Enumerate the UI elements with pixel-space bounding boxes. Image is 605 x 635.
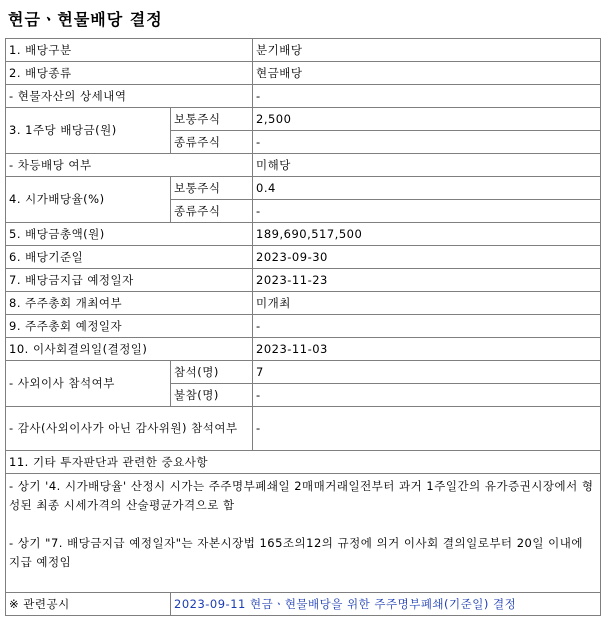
sub-label: 종류주식 [171, 131, 253, 154]
row-value: - [253, 131, 601, 154]
related-label: ※ 관련공시 [6, 593, 171, 616]
row-value: 2,500 [253, 108, 601, 131]
table-row [6, 154, 601, 177]
disclosure-table [5, 38, 601, 616]
row-value: 2023-11-03 [253, 338, 601, 361]
note-text: - 상기 "7. 배당금지급 예정일자"는 자본시장법 165조의12의 규정에 의거 이사회 결의일로부터 20일 이내에 지급 예정임 [9, 536, 583, 569]
note-spacer [9, 515, 597, 534]
row-label: 4. 시가배당율(%) [6, 177, 171, 223]
table-row [6, 474, 601, 593]
table-row [6, 451, 601, 474]
sub-label: 보통주식 [171, 177, 253, 200]
row-value: - [253, 384, 601, 407]
table-row [6, 269, 601, 292]
table-row [6, 108, 601, 131]
row-label: 7. 배당금지급 예정일자 [6, 269, 253, 292]
section-heading: 11. 기타 투자판단과 관련한 중요사항 [6, 451, 601, 474]
table-row [6, 246, 601, 269]
row-label: - 감사(사외이사가 아닌 감사위원) 참석여부 [6, 407, 253, 451]
table-row [6, 315, 601, 338]
row-value: - [253, 200, 601, 223]
row-label: 2. 배당종류 [6, 62, 253, 85]
table-row [6, 39, 601, 62]
table-row [6, 593, 601, 616]
sub-label: 불참(명) [171, 384, 253, 407]
row-value: 현금배당 [253, 62, 601, 85]
row-value: 7 [253, 361, 601, 384]
table-row [6, 338, 601, 361]
row-value: - [253, 407, 601, 451]
table-row [6, 85, 601, 108]
page-title: 현금ㆍ현물배당 결정 [8, 10, 163, 29]
row-value: 미해당 [253, 154, 601, 177]
table-row [6, 223, 601, 246]
notes-cell [6, 474, 601, 593]
row-value: - [253, 85, 601, 108]
row-label: - 차등배당 여부 [6, 154, 253, 177]
table-row [6, 62, 601, 85]
row-value: 미개최 [253, 292, 601, 315]
row-label: 1. 배당구분 [6, 39, 253, 62]
table-row [6, 407, 601, 451]
row-label: - 현물자산의 상세내역 [6, 85, 253, 108]
row-label: 8. 주주총회 개최여부 [6, 292, 253, 315]
row-value: 0.4 [253, 177, 601, 200]
table-row [6, 177, 601, 200]
row-value: 2023-09-30 [253, 246, 601, 269]
sub-label: 보통주식 [171, 108, 253, 131]
related-disclosure-link[interactable]: 2023-09-11 현금ㆍ현물배당을 위한 주주명부폐쇄(기준일) 결정 [171, 593, 601, 616]
row-label: 3. 1주당 배당금(원) [6, 108, 171, 154]
row-value: 분기배당 [253, 39, 601, 62]
sub-label: 참석(명) [171, 361, 253, 384]
row-label: 5. 배당금총액(원) [6, 223, 253, 246]
table-row [6, 361, 601, 384]
row-label: - 사외이사 참석여부 [6, 361, 171, 407]
sub-label: 종류주식 [171, 200, 253, 223]
row-value: - [253, 315, 601, 338]
row-label: 9. 주주총회 예정일자 [6, 315, 253, 338]
row-label: 6. 배당기준일 [6, 246, 253, 269]
row-label: 10. 이사회결의일(결정일) [6, 338, 253, 361]
row-value: 2023-11-23 [253, 269, 601, 292]
note-text: - 상기 '4. 시가배당율' 산정시 시가는 주주명부폐쇄일 2매매거래일전부터 과거 1주일간의 유가증권시장에서 형성된 최종 시세가격의 산술평균가격으로 함 [9, 479, 594, 512]
row-value: 189,690,517,500 [253, 223, 601, 246]
table-row [6, 292, 601, 315]
